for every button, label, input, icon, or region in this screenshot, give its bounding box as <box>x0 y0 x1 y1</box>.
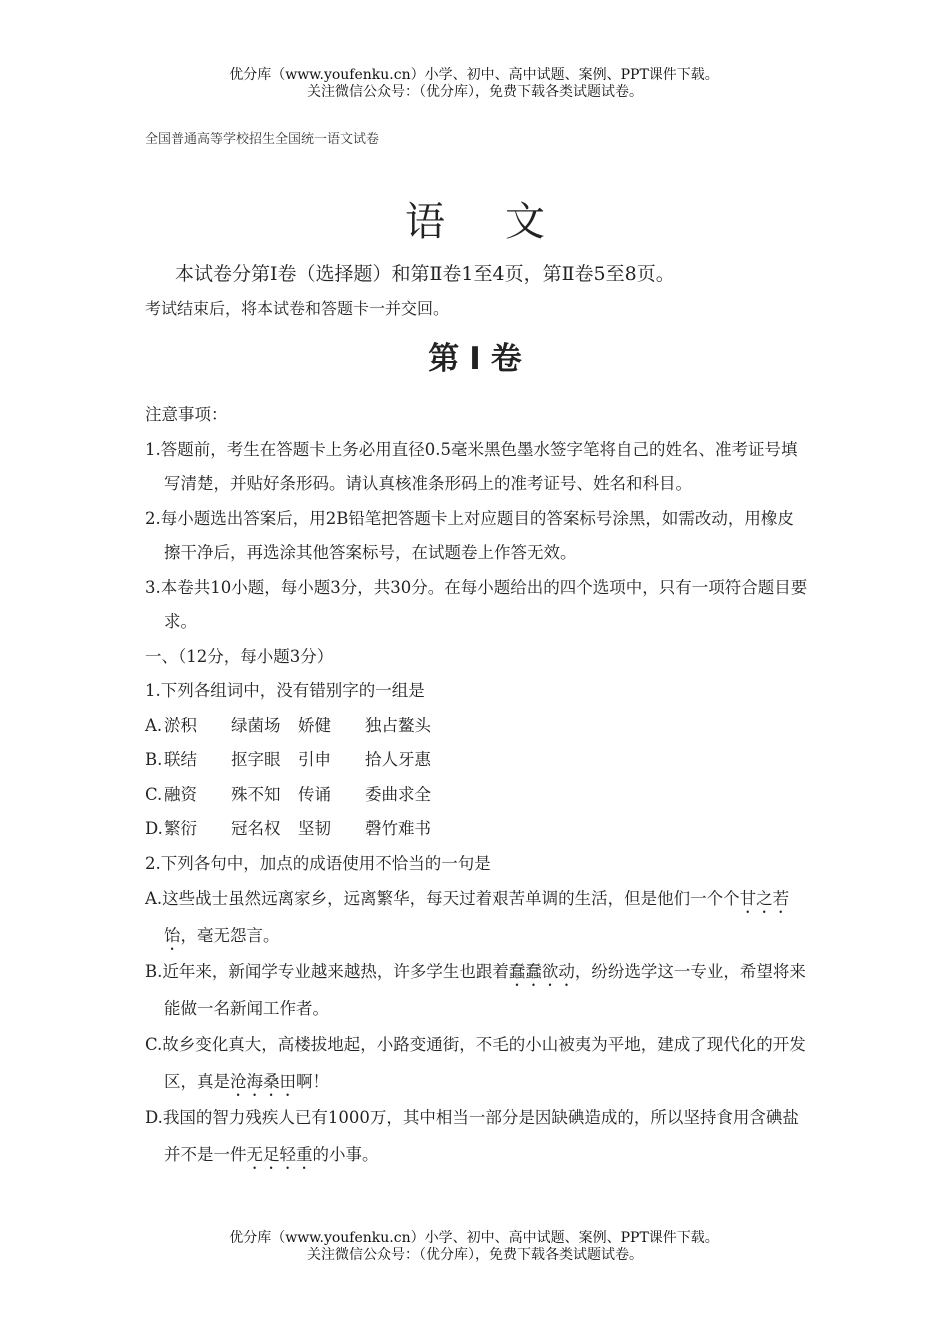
option-word: 拾人牙惠 <box>365 750 431 769</box>
q2-option-a <box>145 881 810 954</box>
q1-option-d <box>145 812 810 847</box>
option-word: 绿菌场 <box>231 715 281 735</box>
q1-option-b <box>145 743 810 778</box>
note-item-2: 2.每小题选出答案后，用2B铅笔把答题卡上对应题目的答案标号涂黑，如需改动，用橡皮擦干净后，再选涂其他答案标号，在试题卷上作答无效。 <box>145 508 794 562</box>
option-letter: A. <box>145 715 163 735</box>
dotted-idiom: 甘之若饴 <box>164 889 790 945</box>
option-word: 独占鳌头 <box>365 715 431 735</box>
intro-line-1: 本试卷分第Ⅰ卷（选择题）和第Ⅱ卷1至4页，第Ⅱ卷5至8页。 <box>175 263 675 285</box>
q2-option-b <box>145 954 810 1027</box>
option-word: 殊不知 <box>231 784 281 804</box>
option-word: 淤积 <box>164 715 197 735</box>
banner-line-2: 关注微信公众号：（优分库），免费下载各类试题试卷。 <box>307 1247 643 1263</box>
option-text: C.故乡变化真大，高楼拔地起，小路变通街，不毛的小山被夷为平地，建成了现代化的开发区，真是 <box>145 1035 806 1091</box>
exam-name: 全国普通高等学校招生全国统一语文试卷 <box>145 132 380 147</box>
option-word: 娇健 <box>298 715 331 735</box>
option-word: 联结 <box>164 750 197 769</box>
section-heading: 一、（12分，每小题3分） <box>145 646 334 666</box>
dotted-idiom: 蠢蠢欲动 <box>508 962 575 981</box>
option-text: D.我国的智力残疾人已有1000万，其中相当一部分是因缺碘造成的，所以坚持食用含碘盐并不是一件 <box>145 1108 799 1164</box>
option-text: B.近年来，新闻学专业越来越热，许多学生也跟着 <box>145 962 509 981</box>
option-word: 磬竹难书 <box>365 819 431 838</box>
option-text: 的小事。 <box>312 1144 379 1164</box>
option-word: 融资 <box>164 784 197 804</box>
banner-line-1: 优分库（www.youfenku.cn）小学、初中、高中试题、案例、PPT课件下载。 <box>229 67 719 83</box>
banner-line-2: 关注微信公众号：（优分库），免费下载各类试题试卷。 <box>307 84 643 100</box>
footer-banner <box>0 1230 950 1264</box>
q1-option-c <box>145 778 810 813</box>
notes-heading: 注意事项： <box>145 405 228 424</box>
volume-title: 第Ⅰ卷 <box>428 341 532 377</box>
subject-title: 语文 <box>405 199 605 245</box>
q2-stem: 2.下列各句中，加点的成语使用不恰当的一句是 <box>145 853 491 873</box>
note-item-3: 3.本卷共10小题，每小题3分，共30分。在每小题给出的四个选项中，只有一项符合题目要求。 <box>145 577 808 631</box>
option-letter: B. <box>145 750 163 769</box>
q2-option-c <box>145 1027 810 1100</box>
option-word: 坚韧 <box>298 819 331 838</box>
option-text: A.这些战士虽然远离家乡，远离繁华，每天过着艰苦单调的生活，但是他们一个个 <box>145 889 740 908</box>
option-letter: D. <box>145 819 163 838</box>
dotted-idiom: 无足轻重 <box>246 1144 313 1164</box>
option-text: 啊！ <box>296 1071 329 1091</box>
q2-option-d <box>145 1100 810 1173</box>
option-word: 引申 <box>298 750 331 769</box>
option-word: 冠名权 <box>231 819 281 838</box>
option-word: 繁衍 <box>164 819 197 838</box>
q1-option-a <box>145 709 810 744</box>
option-word: 委曲求全 <box>365 784 431 804</box>
option-word: 抠字眼 <box>231 750 281 769</box>
question-content <box>145 398 810 1173</box>
note-item-1: 1.答题前，考生在答题卡上务必用直径0.5毫米黑色墨水签字笔将自己的姓名、准考证号填写清楚，并贴好条形码。请认真核准条形码上的准考证号、姓名和科目。 <box>145 439 798 493</box>
intro-line-2: 考试结束后，将本试卷和答题卡一并交回。 <box>145 299 450 318</box>
option-letter: C. <box>145 784 163 804</box>
dotted-idiom: 沧海桑田 <box>230 1071 296 1091</box>
option-text: ，纷纷选学这一专业，希望将来能做一名新闻工作者。 <box>164 962 806 1018</box>
q1-stem: 1.下列各组词中，没有错别字的一组是 <box>145 681 425 700</box>
banner-line-1: 优分库（www.youfenku.cn）小学、初中、高中试题、案例、PPT课件下载。 <box>229 1230 719 1246</box>
option-text: ，毫无怨言。 <box>180 925 280 945</box>
header-banner <box>0 67 950 101</box>
option-word: 传诵 <box>298 784 331 804</box>
